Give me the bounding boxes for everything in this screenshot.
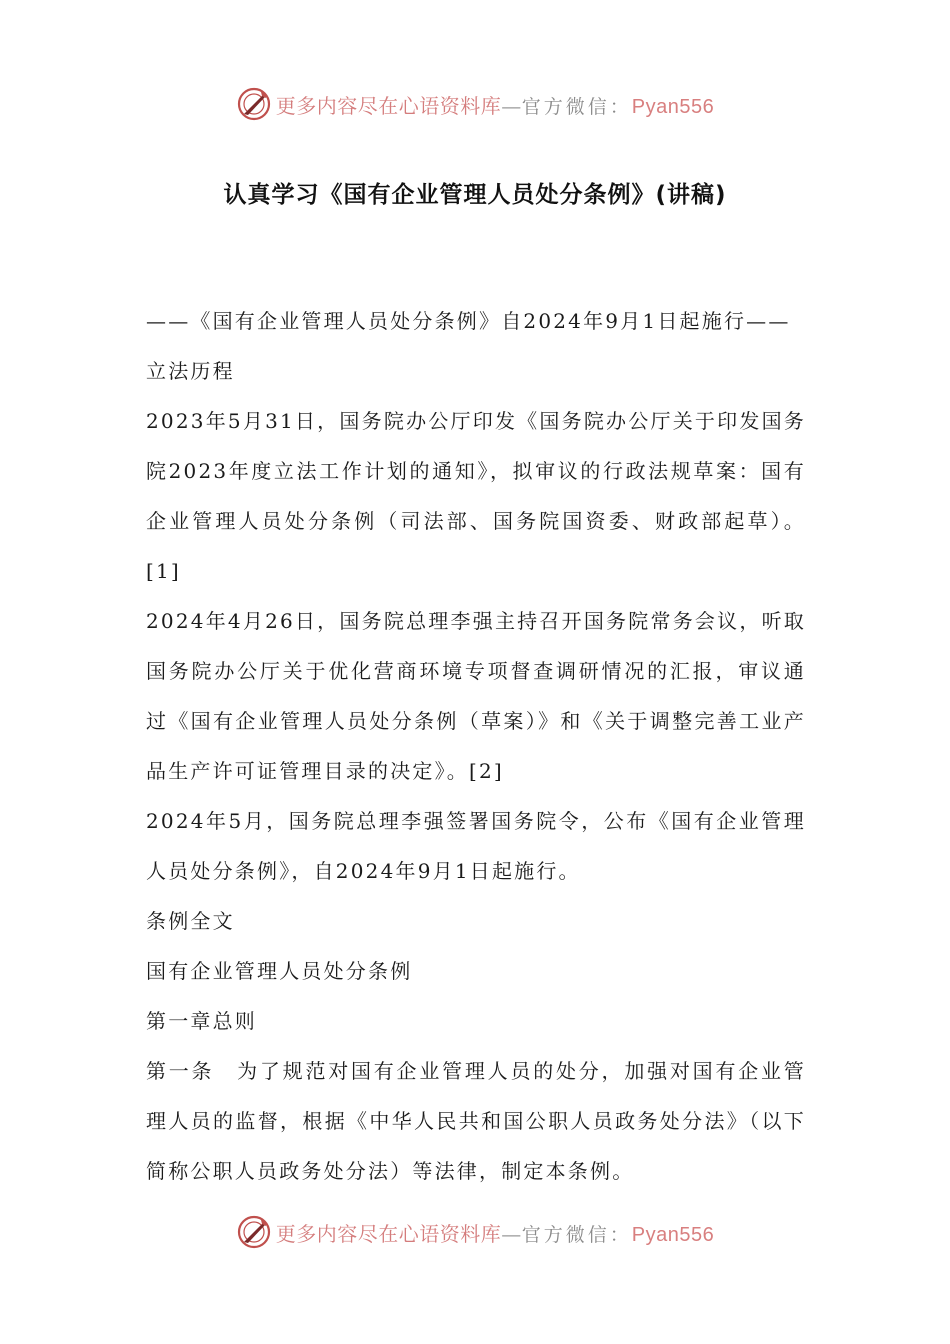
watermark-text (276, 1218, 714, 1247)
quill-logo-icon (236, 86, 272, 122)
watermark-dash: — (501, 93, 522, 118)
paragraph-heading-legislative-history: 立法历程 (146, 359, 235, 383)
paragraph-subtitle: ——《国有企业管理人员处分条例》自2024年9月1日起施行—— (146, 309, 791, 333)
paragraph-history-2024-may: 2024年5月，国务院总理李强签署国务院令，公布《国有企业管理人员处分条例》，自2024年9月1日起施行。 (146, 809, 806, 883)
watermark-site-text: 更多内容尽在心语资料库 (275, 93, 502, 118)
document-title: 认真学习《国有企业管理人员处分条例》(讲稿) (223, 182, 727, 208)
watermark-official-label: 官方微信： (521, 1223, 632, 1246)
watermark-wechat-id: Pyan556 (631, 1223, 715, 1246)
document-body (146, 296, 806, 1196)
watermark-footer (0, 1210, 950, 1254)
paragraph-heading-full-text: 条例全文 (146, 909, 235, 933)
watermark-site-text: 更多内容尽在心语资料库 (275, 1221, 502, 1246)
paragraph-regulation-name: 国有企业管理人员处分条例 (146, 959, 413, 983)
quill-logo-icon (236, 1214, 272, 1250)
watermark-wechat-id: Pyan556 (631, 95, 715, 118)
paragraph-article-one: 第一条 为了规范对国有企业管理人员的处分，加强对国有企业管理人员的监督，根据《中华人民共和国公职人员政务处分法》（以下简称公职人员政务处分法）等法律，制定本条例。 (146, 1059, 806, 1183)
watermark-header (0, 82, 950, 126)
watermark-official-label: 官方微信： (521, 95, 632, 118)
watermark-text (276, 90, 714, 119)
paragraph-history-2023: 2023年5月31日，国务院办公厅印发《国务院办公厅关于印发国务院2023年度立法工作计划的通知》，拟审议的行政法规草案：国有企业管理人员处分条例（司法部、国务院国资委、财政部起草）。[1] (146, 409, 806, 583)
watermark-dash: — (501, 1221, 522, 1246)
paragraph-chapter-one: 第一章总则 (146, 1009, 257, 1033)
paragraph-history-2024-april: 2024年4月26日，国务院总理李强主持召开国务院常务会议，听取国务院办公厅关于优化营商环境专项督查调研情况的汇报，审议通过《国有企业管理人员处分条例（草案）》和《关于调整完善工业产品生产许可证管理目录的决定》。[2] (146, 609, 806, 783)
